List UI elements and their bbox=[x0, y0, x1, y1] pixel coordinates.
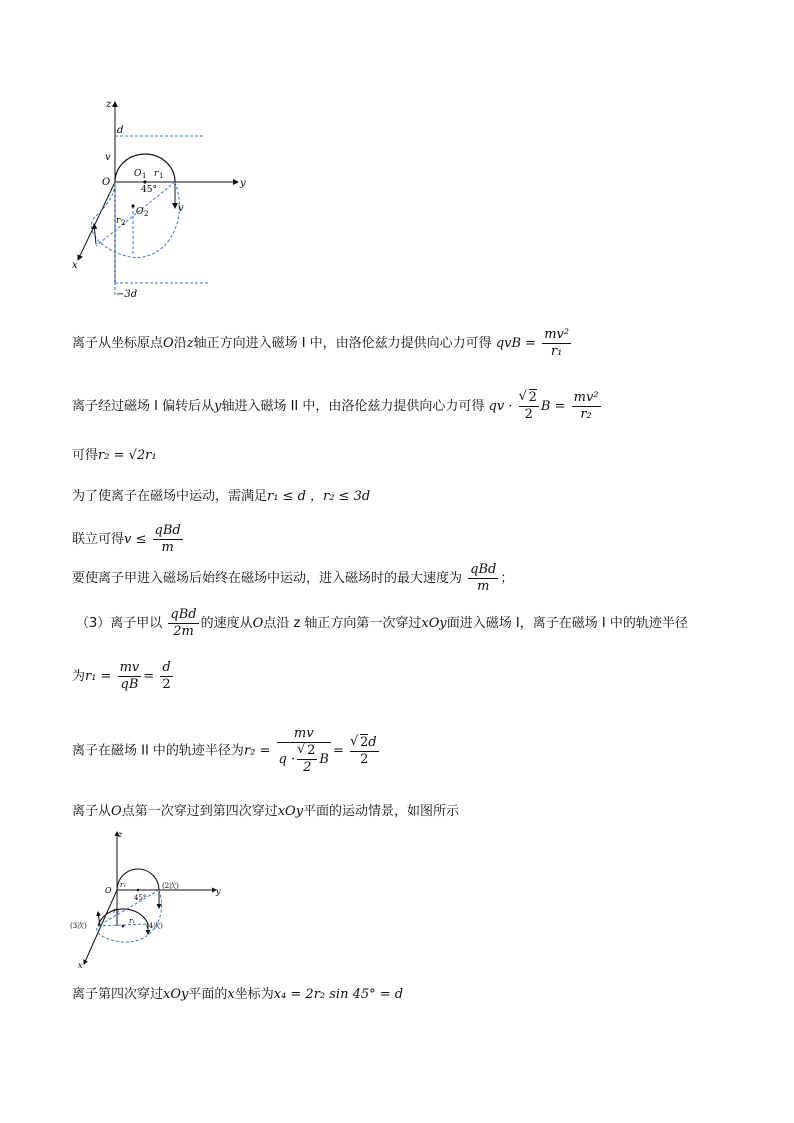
text-line-5: 联立可得v ≤ $\frac{\text{qBd}}{m}$ bbox=[72, 523, 181, 555]
fraction: $\frac{\text{mv²}}{\text{r₁}}$ bbox=[544, 327, 570, 359]
figure-2-trajectory-diagram bbox=[68, 826, 228, 972]
svg-text:r₁: r₁ bbox=[120, 881, 127, 889]
angle-label: 45° bbox=[141, 185, 157, 195]
velocity-label-top: v bbox=[105, 152, 111, 163]
svg-text:1: 1 bbox=[159, 172, 164, 180]
trajectory-field-2 bbox=[91, 182, 179, 258]
text-line-11: 离子第四次穿过xOy平面的x坐标为x₄ = 2r₂ sin 45° = d bbox=[72, 987, 404, 1002]
svg-text:45°: 45° bbox=[134, 894, 147, 902]
O1-label: O bbox=[134, 169, 142, 179]
svg-text:(4次): (4次) bbox=[146, 922, 163, 930]
origin-label: O bbox=[102, 177, 111, 188]
r1-label: r bbox=[154, 169, 159, 179]
O2-label: O bbox=[136, 207, 144, 217]
text-line-8: 为r₁ = $\frac{mv}{qB}$ = $\frac{d}{2}$ bbox=[72, 660, 171, 692]
r2-label: r bbox=[116, 216, 121, 226]
x-axis bbox=[84, 890, 120, 964]
text-line-10: 离子从O点第一次穿过到第四次穿过xOy平面的运动情景，如图所示 bbox=[72, 804, 460, 819]
text-line-1: 离子从坐标原点O沿z轴正方向进入磁场 I 中，由洛伦兹力提供向心力可得 qvB = $\frac{\text{mv²}}{\text{r₁}}$ bbox=[72, 327, 570, 359]
text-line-3: 可得r₂ = √2r₁ bbox=[72, 448, 157, 463]
text-line-6: 要使离子甲进入磁场后始终在磁场中运动，进入磁场时的最大速度为 $\frac{\text{qBd}}{m}$ ； bbox=[72, 562, 514, 594]
svg-text:2: 2 bbox=[121, 219, 126, 227]
svg-text:z: z bbox=[118, 830, 123, 839]
velocity-label-right: v bbox=[178, 203, 184, 214]
text-line-9: 离子在磁场 II 中的轨迹半径为r₂ = mv q · √ $\frac{2}{2}$ B = √ $\frac{2d}{2}$ bbox=[72, 726, 381, 776]
svg-text:2: 2 bbox=[144, 210, 149, 218]
z-axis-label: z bbox=[106, 99, 112, 110]
x-axis-label: x bbox=[72, 260, 78, 271]
svg-text:y: y bbox=[216, 887, 221, 896]
x-axis bbox=[78, 182, 115, 260]
neg3d-label: −3d bbox=[116, 289, 138, 300]
y-axis-label: y bbox=[240, 178, 246, 189]
text-line-2: 离子经过磁场 I 偏转后从y轴进入磁场 II 中，由洛伦兹力提供向心力可得 qv · √ $\frac{2}{2}$ B = $\frac{\text{mv²}}{\text{r₂}}$ bbox=[72, 390, 603, 423]
svg-text:O: O bbox=[105, 886, 112, 895]
svg-text:x: x bbox=[78, 961, 83, 970]
figure-1-trajectory-diagram bbox=[66, 96, 266, 306]
d-label: d bbox=[117, 125, 124, 136]
text-line-4: 为了使离子在磁场中运动，需满足r₁ ≤ d ，r₂ ≤ 3d bbox=[72, 489, 371, 504]
svg-text:r₁: r₁ bbox=[129, 917, 136, 925]
svg-text:(2次): (2次) bbox=[162, 882, 179, 890]
svg-text:r₂: r₂ bbox=[113, 907, 120, 915]
text-line-7: （3）离子甲以 $\frac{\text{qBd}}{2m}$ 的速度从O点沿 z 轴正方向第一次穿过xOy面进入磁场 I，离子在磁场 I 中的轨迹半径 bbox=[76, 607, 688, 639]
svg-text:1: 1 bbox=[142, 172, 147, 180]
svg-text:(3次): (3次) bbox=[70, 922, 87, 930]
